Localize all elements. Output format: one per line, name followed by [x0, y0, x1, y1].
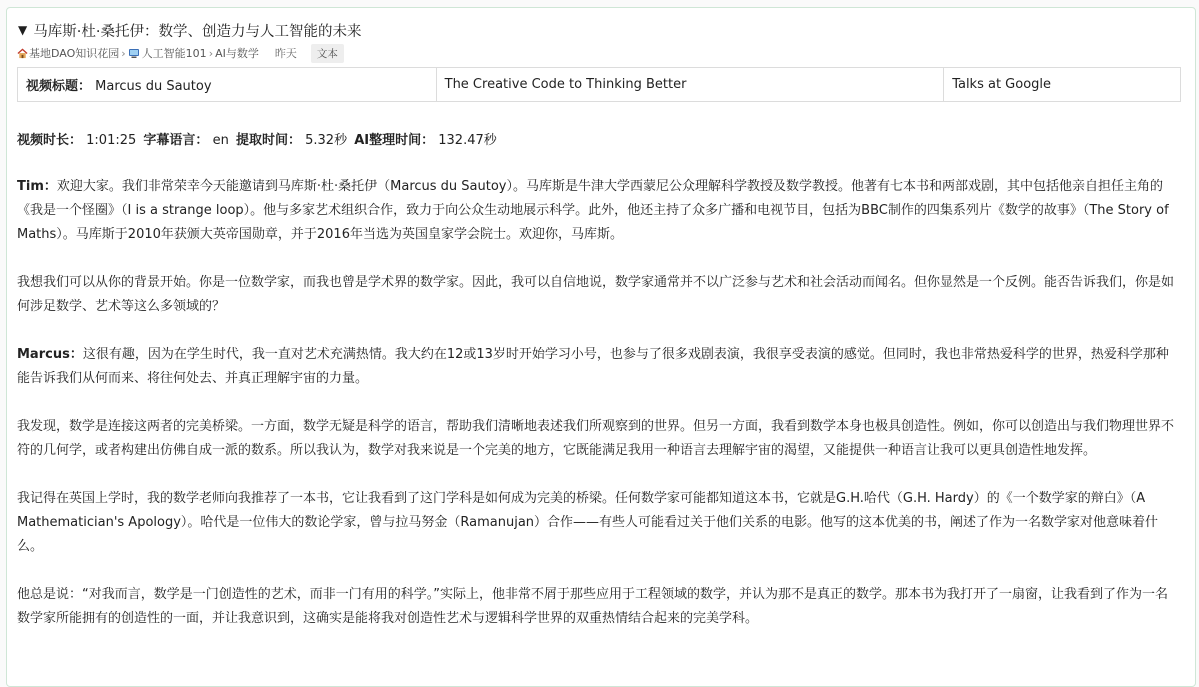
extract-time-value: 5.32秒 — [305, 133, 348, 148]
breadcrumb — [17, 44, 344, 62]
transcript-paragraph — [17, 175, 1179, 247]
house-icon — [17, 48, 28, 59]
language-label: 字幕语言： — [143, 133, 209, 148]
transcript-paragraph — [17, 583, 1179, 631]
breadcrumb-separator: › — [208, 46, 214, 60]
note-card — [6, 7, 1196, 687]
date-label: 昨天 — [274, 47, 297, 60]
video-meta-table — [17, 67, 1181, 102]
table-row — [18, 68, 1181, 102]
video-title-cell — [18, 68, 437, 102]
breadcrumb-item-ai-math[interactable]: AI与数学 — [215, 47, 259, 60]
collapse-triangle-icon[interactable]: ▼ — [18, 23, 28, 37]
ai-time-label: AI整理时间： — [354, 133, 435, 148]
speaker-label: Marcus： — [17, 347, 83, 362]
type-tag[interactable]: 文本 — [311, 44, 344, 63]
duration-value: 1:01:25 — [86, 133, 137, 148]
duration-label: 视频时长： — [17, 133, 83, 148]
speaker-name: Marcus du Sautoy — [95, 79, 212, 94]
note-title: 马库斯·杜·桑托伊：数学、创造力与人工智能的未来 — [33, 23, 362, 40]
computer-icon — [128, 48, 140, 59]
paragraph-text: 欢迎大家。我们非常荣幸今天能邀请到马库斯·杜·桑托伊（Marcus du Sautoy）。马库斯是牛津大学西蒙尼公众理解科学教授及数学教授。他著有七本书和两部戏剧，其中包括他亲自担任主角的《我是一个怪圈》（I is a strange loop）。他与多家艺术组织合作，致力于向公众生动地展示科学。此外，他还主持了众多广播和电视节目，包括为BBC制作的四集系列片《数学的故事》（The Story of Maths）。马库斯于2010年获颁大英帝国勋章，并于2016年当选为英国皇家学会院士。欢迎你，马库斯。 — [17, 179, 1169, 242]
transcript-paragraph — [17, 415, 1179, 463]
ai-time-value: 132.47秒 — [438, 133, 497, 148]
transcript-body — [17, 175, 1179, 655]
transcript-paragraph — [17, 343, 1179, 391]
breadcrumb-separator: › — [121, 46, 126, 60]
speaker-label: Tim： — [17, 179, 57, 194]
paragraph-text: 我发现，数学是连接这两者的完美桥梁。一方面，数学无疑是科学的语言，帮助我们清晰地表述我们所观察到的世界。但另一方面，我看到数学本身也极具创造性。例如，你可以创造出与我们物理世界不符的几何学，或者构建出仿佛自成一派的数系。所以我认为，数学对我来说是一个完美的地方，它既能满足我用一种语言去理解宇宙的渴望，又能提供一种语言让我可以更具创造性地发挥。 — [17, 419, 1175, 458]
note-title-row[interactable] — [18, 20, 361, 40]
breadcrumb-item-garden[interactable]: 基地DAO知识花园 — [29, 47, 120, 60]
transcript-paragraph — [17, 271, 1179, 319]
paragraph-text: 我想我们可以从你的背景开始。你是一位数学家，而我也曾是学术界的数学家。因此，我可以自信地说，数学家通常并不以广泛参与艺术和社会活动而闻名。但你显然是一个反例。能否告诉我们，你是如何涉足数学、艺术等这么多领域的？ — [17, 275, 1175, 314]
video-stats — [17, 129, 500, 148]
extract-time-label: 提取时间： — [235, 133, 301, 148]
paragraph-text: 他总是说：“对我而言，数学是一门创造性的艺术，而非一门有用的科学。”实际上，他非常不屑于那些应用于工程领域的数学，并认为那不是真正的数学。那本书为我打开了一扇窗，让我看到了作为一名数学家所能拥有的创造性的一面，并让我意识到，这确实是能将我对创造性艺术与逻辑科学世界的双重热情结合起来的完美学科。 — [17, 587, 1168, 626]
video-title-label: 视频标题： — [26, 79, 92, 94]
talk-title-cell: The Creative Code to Thinking Better — [436, 68, 944, 102]
paragraph-text: 我记得在英国上学时，我的数学老师向我推荐了一本书，它让我看到了这门学科是如何成为完美的桥梁。任何数学家可能都知道这本书，它就是G.H.哈代（G.H. Hardy）的《一个数学家的辩白》（A Mathematician's Apology）。哈代是一位伟大的数论学家，曾与拉马努金（Ramanujan）合作——有些人可能看过关于他们关系的电影。他写的这本优美的书，阐述了作为一名数学家对他意味着什么。 — [17, 491, 1159, 554]
breadcrumb-item-ai101[interactable]: 人工智能101 — [141, 47, 207, 60]
paragraph-text: 这很有趣，因为在学生时代，我一直对艺术充满热情。我大约在12或13岁时开始学习小号，也参与了很多戏剧表演，我很享受表演的感觉。但同时，我也非常热爱科学的世界，热爱科学那种能告诉我们从何而来、将往何处去、并真正理解宇宙的力量。 — [17, 347, 1169, 386]
transcript-paragraph — [17, 487, 1179, 559]
language-value: en — [212, 133, 229, 148]
channel-cell: Talks at Google — [944, 68, 1181, 102]
